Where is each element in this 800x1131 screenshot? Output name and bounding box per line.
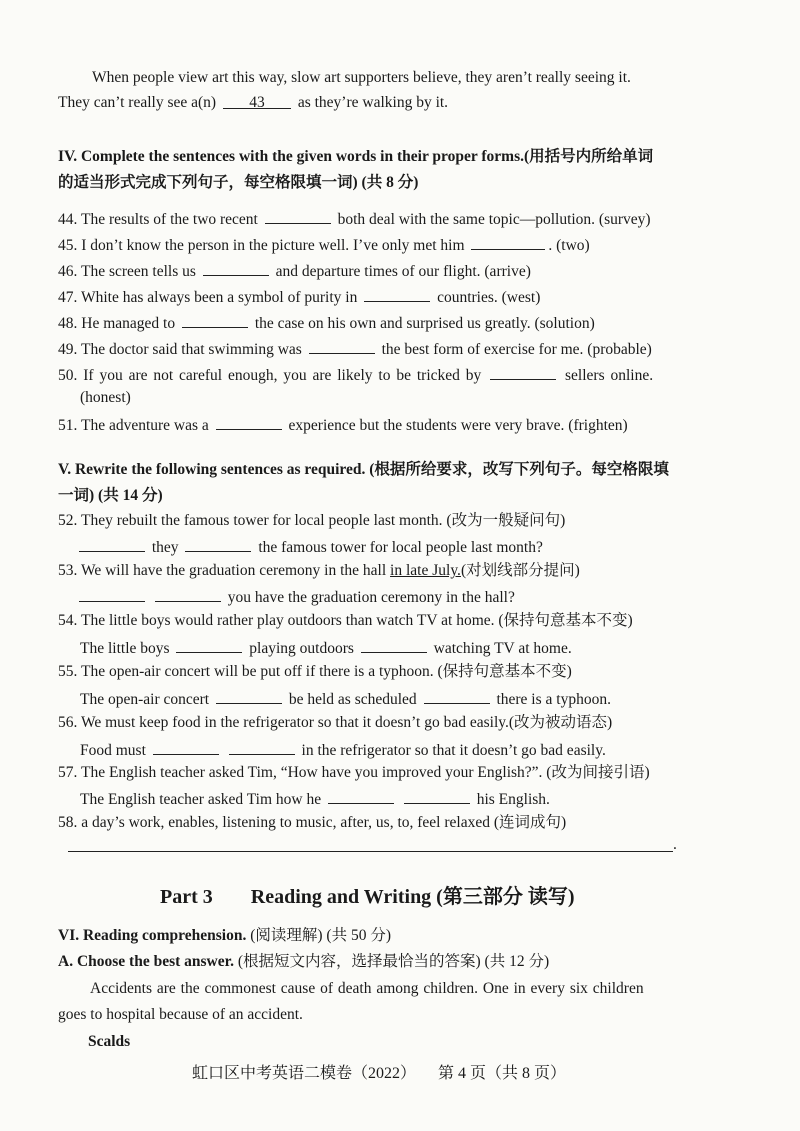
- answer-blank-56a[interactable]: [153, 739, 219, 755]
- answer-blank-49[interactable]: [309, 338, 375, 354]
- question-44: [58, 208, 651, 230]
- question-text: 53. We will have the graduation ceremony in the hall: [58, 562, 387, 579]
- footer-exam-title: 虹口区中考英语二模卷（2022）: [192, 1065, 417, 1082]
- answer-text: in the refrigerator so that it doesn’t go bad easily.: [301, 742, 606, 759]
- answer-line-54: [80, 637, 572, 659]
- question-58: 58. a day’s work, enables, listening to music, after, us, to, feel relaxed (连词成句): [58, 814, 567, 831]
- section-title-cn: (根据所给要求，改写下列句子。每空格限填: [369, 461, 669, 478]
- question-text: 49. The doctor said that swimming was: [58, 341, 302, 358]
- answer-blank-43[interactable]: 43: [223, 93, 291, 109]
- answer-blank-57a[interactable]: [328, 788, 394, 804]
- answer-blank-53b[interactable]: [155, 586, 221, 602]
- answer-text: The English teacher asked Tim how he: [80, 791, 322, 808]
- question-49: [58, 338, 652, 360]
- passage-text: They can’t really see a(n): [58, 94, 217, 111]
- answer-text: you have the graduation ceremony in the hall?: [227, 589, 515, 606]
- passage-line-blank: [58, 93, 448, 113]
- section-title-cn: (阅读理解) (共 50 分): [250, 927, 391, 944]
- answer-line-56: [80, 739, 606, 761]
- section-v-title-cn: 一词) (共 14 分): [58, 487, 163, 504]
- question-text: countries. (west): [437, 289, 541, 306]
- answer-text: watching TV at home.: [433, 640, 572, 657]
- answer-line-57: [80, 788, 550, 810]
- reading-paragraph-line: goes to hospital because of an accident.: [58, 1006, 303, 1023]
- answer-blank-52b[interactable]: [185, 536, 251, 552]
- answer-line-55: [80, 688, 611, 710]
- question-text: 45. I don’t know the person in the picture well. I’ve only met him: [58, 237, 465, 254]
- question-text: the case on his own and surprised us greatly. (solution): [254, 315, 595, 332]
- answer-blank-47[interactable]: [364, 286, 430, 302]
- answer-text: The little boys: [80, 640, 170, 657]
- answer-blank-44[interactable]: [265, 208, 331, 224]
- answer-text: the famous tower for local people last month?: [258, 539, 543, 556]
- answer-blank-56b[interactable]: [229, 739, 295, 755]
- answer-line-58[interactable]: [68, 851, 673, 852]
- answer-blank-55a[interactable]: [216, 688, 282, 704]
- answer-blank-45[interactable]: [471, 234, 545, 250]
- question-50-hint: (honest): [80, 389, 131, 406]
- answer-blank-50[interactable]: [490, 364, 556, 380]
- reading-paragraph-line: Accidents are the commonest cause of death among children. One in every six children: [90, 980, 644, 997]
- answer-blank-55b[interactable]: [424, 688, 490, 704]
- subsection-title-cn: (根据短文内容，选择最恰当的答案) (共 12 分): [237, 953, 550, 970]
- question-55: 55. The open-air concert will be put off if there is a typhoon. (保持句意基本不变): [58, 663, 572, 680]
- answer-text: be held as scheduled: [288, 691, 417, 708]
- section-title-cn: (用括号内所给单词: [523, 148, 654, 165]
- question-text: 48. He managed to: [58, 315, 176, 332]
- section-vi-title: [58, 926, 391, 946]
- question-text: 50. If you are not careful enough, you are likely to be tricked by: [58, 367, 482, 384]
- passage-line: When people view art this way, slow art supporters believe, they aren’t really seeing it.: [92, 69, 631, 86]
- answer-text: his English.: [476, 791, 550, 808]
- answer-blank-51[interactable]: [216, 414, 282, 430]
- answer-blank-53a[interactable]: [79, 586, 145, 602]
- answer-line-58-period: .: [673, 836, 677, 853]
- part-title: Reading and Writing (第三部分 读写): [250, 886, 575, 908]
- answer-blank-46[interactable]: [203, 260, 269, 276]
- answer-text: they: [151, 539, 179, 556]
- answer-blank-52a[interactable]: [79, 536, 145, 552]
- subsection-a-title: [58, 952, 549, 972]
- answer-blank-48[interactable]: [182, 312, 248, 328]
- underlined-phrase: in late July.: [390, 562, 461, 579]
- answer-line-52: [76, 536, 543, 558]
- question-50: [58, 364, 653, 386]
- answer-text: there is a typhoon.: [496, 691, 611, 708]
- question-56: 56. We must keep food in the refrigerator so that it doesn’t go bad easily.(改为被动语态): [58, 714, 613, 731]
- question-47: [58, 286, 540, 308]
- question-57: 57. The English teacher asked Tim, “How have you improved your English?”. (改为间接引语): [58, 764, 650, 781]
- part-heading: [160, 880, 575, 909]
- subsection-title: A. Choose the best answer.: [58, 953, 234, 970]
- question-45: [58, 234, 590, 256]
- question-text: both deal with the same topic—pollution. (survey): [337, 211, 651, 228]
- section-iv-title-cn: 的适当形式完成下列句子，每空格限填一词) (共 8 分): [58, 174, 419, 191]
- question-text: experience but the students were very brave. (frighten): [288, 417, 628, 434]
- section-v-title: [58, 460, 669, 480]
- question-52: 52. They rebuilt the famous tower for local people last month. (改为一般疑问句): [58, 512, 566, 529]
- passage-text: as they’re walking by it.: [297, 94, 449, 111]
- answer-line-53: [76, 586, 515, 608]
- section-title: IV. Complete the sentences with the given words in their proper forms.: [58, 148, 524, 165]
- answer-blank-57b[interactable]: [404, 788, 470, 804]
- question-text: 44. The results of the two recent: [58, 211, 258, 228]
- answer-text: playing outdoors: [249, 640, 354, 657]
- question-text: (对划线部分提问): [460, 562, 580, 579]
- footer-page-number: 第 4 页（共 8 页）: [438, 1065, 567, 1082]
- question-53: [58, 561, 580, 581]
- reading-subheading: Scalds: [88, 1033, 131, 1050]
- question-text: . (two): [548, 237, 590, 254]
- answer-text: Food must: [80, 742, 146, 759]
- answer-blank-54a[interactable]: [176, 637, 242, 653]
- question-54: 54. The little boys would rather play outdoors than watch TV at home. (保持句意基本不变): [58, 612, 633, 629]
- question-text: 47. White has always been a symbol of purity in: [58, 289, 358, 306]
- question-text: 46. The screen tells us: [58, 263, 196, 280]
- section-title: V. Rewrite the following sentences as required.: [58, 461, 366, 478]
- question-text: and departure times of our flight. (arrive): [275, 263, 531, 280]
- part-label: Part 3: [160, 886, 213, 908]
- question-48: [58, 312, 595, 334]
- question-text: the best form of exercise for me. (probable): [381, 341, 652, 358]
- answer-text: The open-air concert: [80, 691, 210, 708]
- page-footer: [192, 1060, 566, 1083]
- question-46: [58, 260, 531, 282]
- question-51: [58, 414, 628, 436]
- question-text: 51. The adventure was a: [58, 417, 209, 434]
- section-title: VI. Reading comprehension.: [58, 927, 247, 944]
- question-text: sellers online.: [565, 367, 654, 384]
- section-iv-title: [58, 147, 653, 167]
- answer-blank-54b[interactable]: [361, 637, 427, 653]
